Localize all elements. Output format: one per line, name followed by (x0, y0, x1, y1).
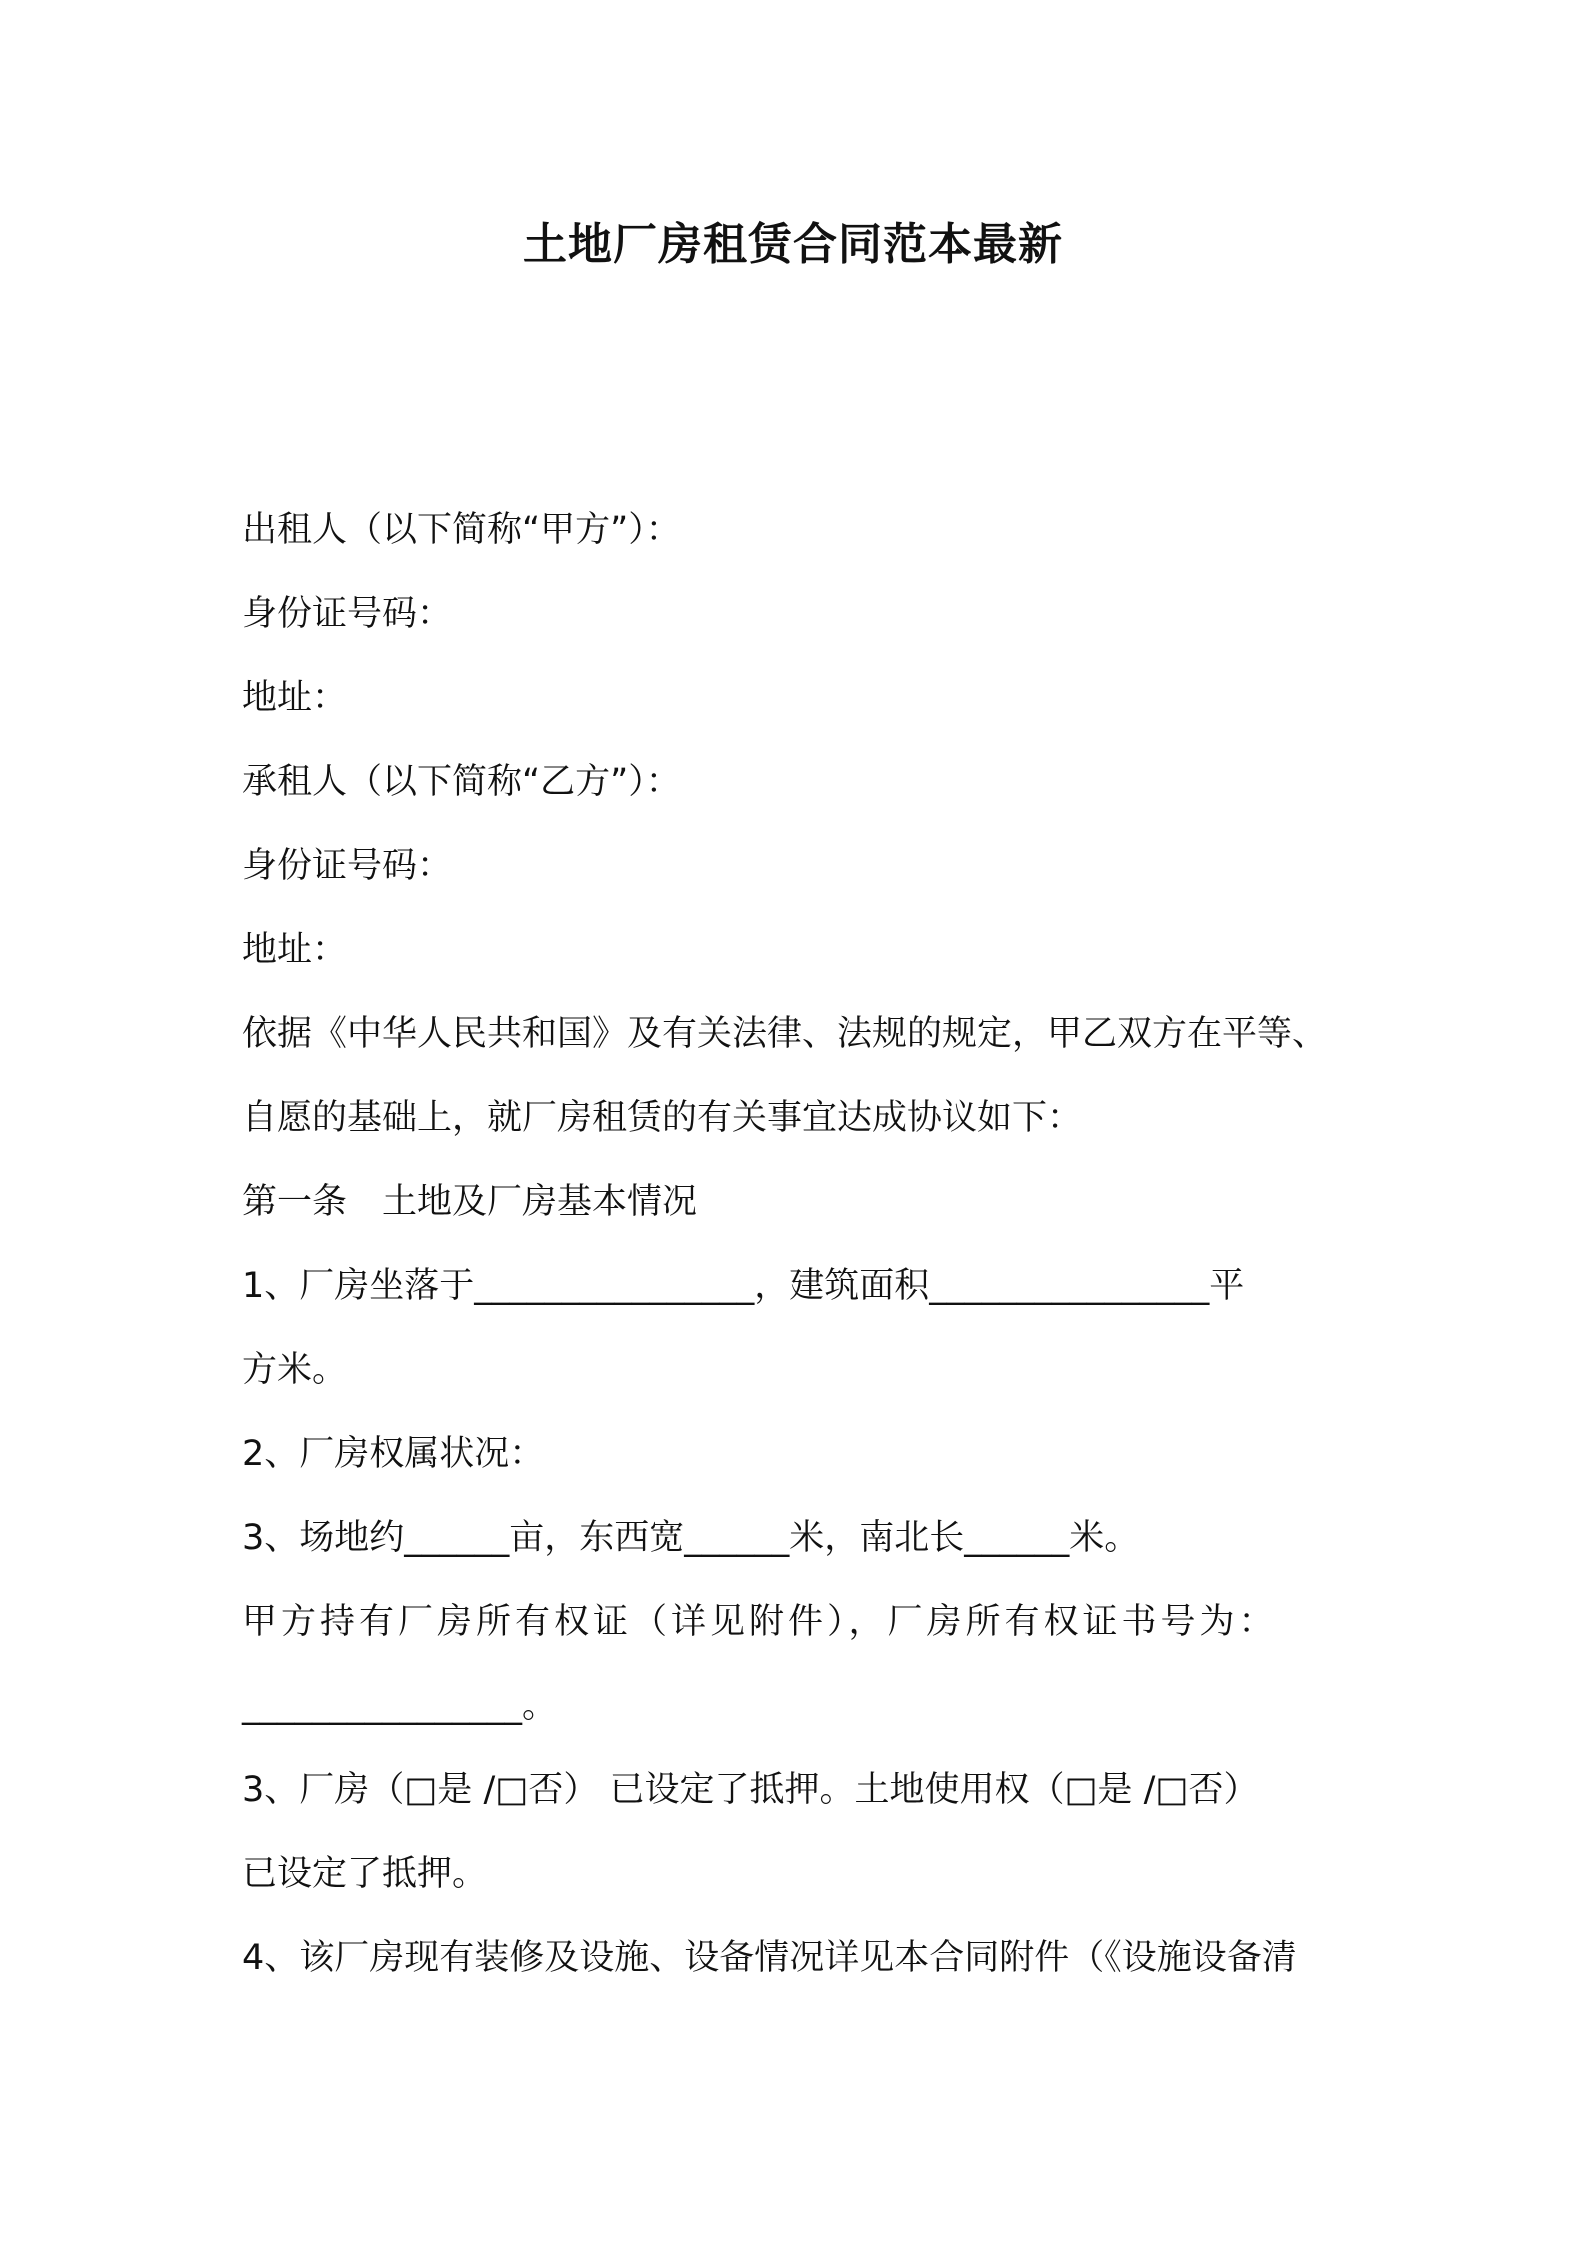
document-body (242, 488, 1362, 2000)
clause-3-mortgage-line-1: 3、厂房（□是 /□否） 已设定了抵押。土地使用权（□是 /□否） (242, 1770, 1259, 1810)
clause-1-line-1: 1、厂房坐落于________________，建筑面积________________平 (242, 1266, 1245, 1306)
lessor-line: 出租人（以下简称“甲方”）： (242, 510, 681, 550)
lessee-id-line: 身份证号码： (242, 846, 453, 886)
lessee-line: 承租人（以下简称“乙方”）： (242, 762, 681, 802)
clause-2-line: 2、厂房权属状况： (242, 1434, 545, 1474)
lessee-address-line: 地址： (242, 930, 348, 970)
preamble-line-1: 依据《中华人民共和国》及有关法律、法规的规定，甲乙双方在平等、 (242, 1014, 1328, 1054)
clause-3-mortgage-line-2: 已设定了抵押。 (242, 1854, 488, 1894)
ownership-certificate-line-2: ________________。 (242, 1686, 558, 1726)
clause-1-line-2: 方米。 (242, 1350, 348, 1390)
clause-3-site-line: 3、场地约______亩，东西宽______米，南北长______米。 (242, 1518, 1140, 1558)
ownership-certificate-line-1: 甲方持有厂房所有权证（详见附件），厂房所有权证书号为： (242, 1602, 1278, 1642)
preamble-line-2: 自愿的基础上，就厂房租赁的有关事宜达成协议如下： (242, 1098, 1083, 1138)
clause-4-line: 4、该厂房现有装修及设施、设备情况详见本合同附件（《设施设备清 (242, 1938, 1297, 1978)
lessor-id-line: 身份证号码： (242, 594, 453, 634)
article-one-heading: 第一条 土地及厂房基本情况 (242, 1182, 698, 1222)
lessor-address-line: 地址： (242, 678, 348, 718)
document-title: 土地厂房租赁合同范本最新 (523, 219, 1063, 270)
